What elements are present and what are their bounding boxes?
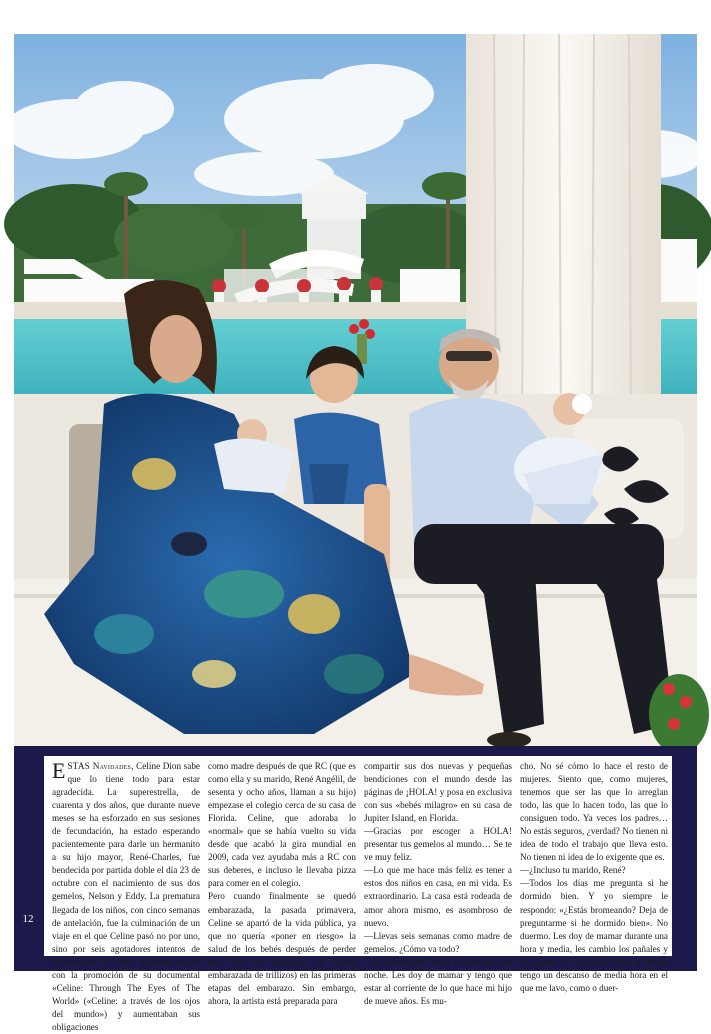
cover-photo [14,34,697,746]
article-column-2 [208,760,356,1006]
interview-question: —Gracias por escoger a HOLA! presentar tus gemelos al mundo… Se te ve muy feliz. [364,826,512,863]
interview-question: —¿Incluso tu marido, René? [520,865,626,876]
article-paragraph: Pero cuando finalmente se quedó embarazada, la pasada primavera, Celine se apartó de la vida pública, ya que no quería «poner en riesgo» la salud de los bebés después de perder uno (en un principio se quedó embarazada de trillizos) en las primeras etapas del embarazo. Sin embargo, ahora, la artista está preparada para [208,891,356,1006]
article-column-1 [52,758,200,1032]
article-column-3 [364,760,512,1006]
flower-bush [649,674,709,754]
paragraph-text: Celine Dion sabe que lo tiene todo para estar agradecida. La superestrella, de cuarenta y dos años, que durante nueve meses se ha esforzado en sus sesiones de fecundación, ha estado esperando pacientemente para darle un hermanito a su hijo mayor, René-Charles, fue bendecida por partida doble el día 23 de octubre con el nacimiento de sus dos gemelos, Nelson y Eddy. La prematura llegada de los niños, con cinco semanas de antelación, fue la culminación de un viaje en el que Celine pasó no por uno, sino por seis agotadores intentos de fecundación in vitro, mientras estaba con la promoción de su documental «Celine: Through The Eyes of The World» («Celine: a través de los ojos del mundo») y aumentaban sus obligaciones [52,761,200,1032]
article-paragraph [52,760,200,1034]
photo-family-poolside-icon [14,34,697,746]
interview-question: —Llevas seis semanas como madre de gemelos. ¿Cómo va todo? [364,930,512,954]
article-paragraph: compartir sus dos nuevas y pequeñas bendiciones con el mundo desde las páginas de ¡HOLA! y posa en exclusiva con sus «bebés milagro» en su casa de Jupiter Island, en Florida. [364,761,512,824]
article-column-4 [520,760,668,993]
interview-answer: —Lo que me hace más feliz es tener a estos dos niños en casa, en mi vida. Es extraordinario. La casa está rodeada de amor ahora mismo, es asombroso de nuevo. [364,865,512,928]
interview-answer: —Todos los días me pregunta si he dormido bien. Y yo siempre le respondo: «¿Estás bromeando? Deja de preguntarme si he dormido bien». No duermo. Les doy de mamar durante una hora y media, les cambio los pañales y el pijama, y cada dos horas y media tengo un descanso de media hora en el que me lavo, como o duer- [520,878,668,993]
lead-in: STAS Navidades, [67,761,134,771]
interview-answer: cho. No sé cómo lo hace el resto de mujeres. Siento que, como mujeres, tenemos que ser las que lo arreglan todo, las que lo hacen todo, las que lo consiguen todo. Ya veces los padres… No estás seguros, ¿verdad? No tienen ni idea de todo el trabajo que lleva esto. No tienen ni idea de lo exigente que es. [520,761,668,863]
drop-cap: E [52,758,66,783]
article-paragraph: como madre después de que RC (que es como ella y su marido, René Angélil, de sesenta y ocho años, llaman a su hijo) empezase el colegio cerca de su casa de Florida. Celine, que adoraba lo «normal» que se había vuelto su vida desde que acabó la gira mundial en 2009, cada vez ayudaba más a RC con sus deberes, e incluso le llevaba pizza para comer en el colegio. [208,761,356,889]
article-text-panel [44,756,672,1032]
page-number: 12 [22,913,34,925]
interview-answer: —Es abrumador. No sé si es de día o de noche. Les doy de mamar y tengo que estar al corriente de lo que hace mi hijo de nueve años. Es mu- [364,956,512,1006]
